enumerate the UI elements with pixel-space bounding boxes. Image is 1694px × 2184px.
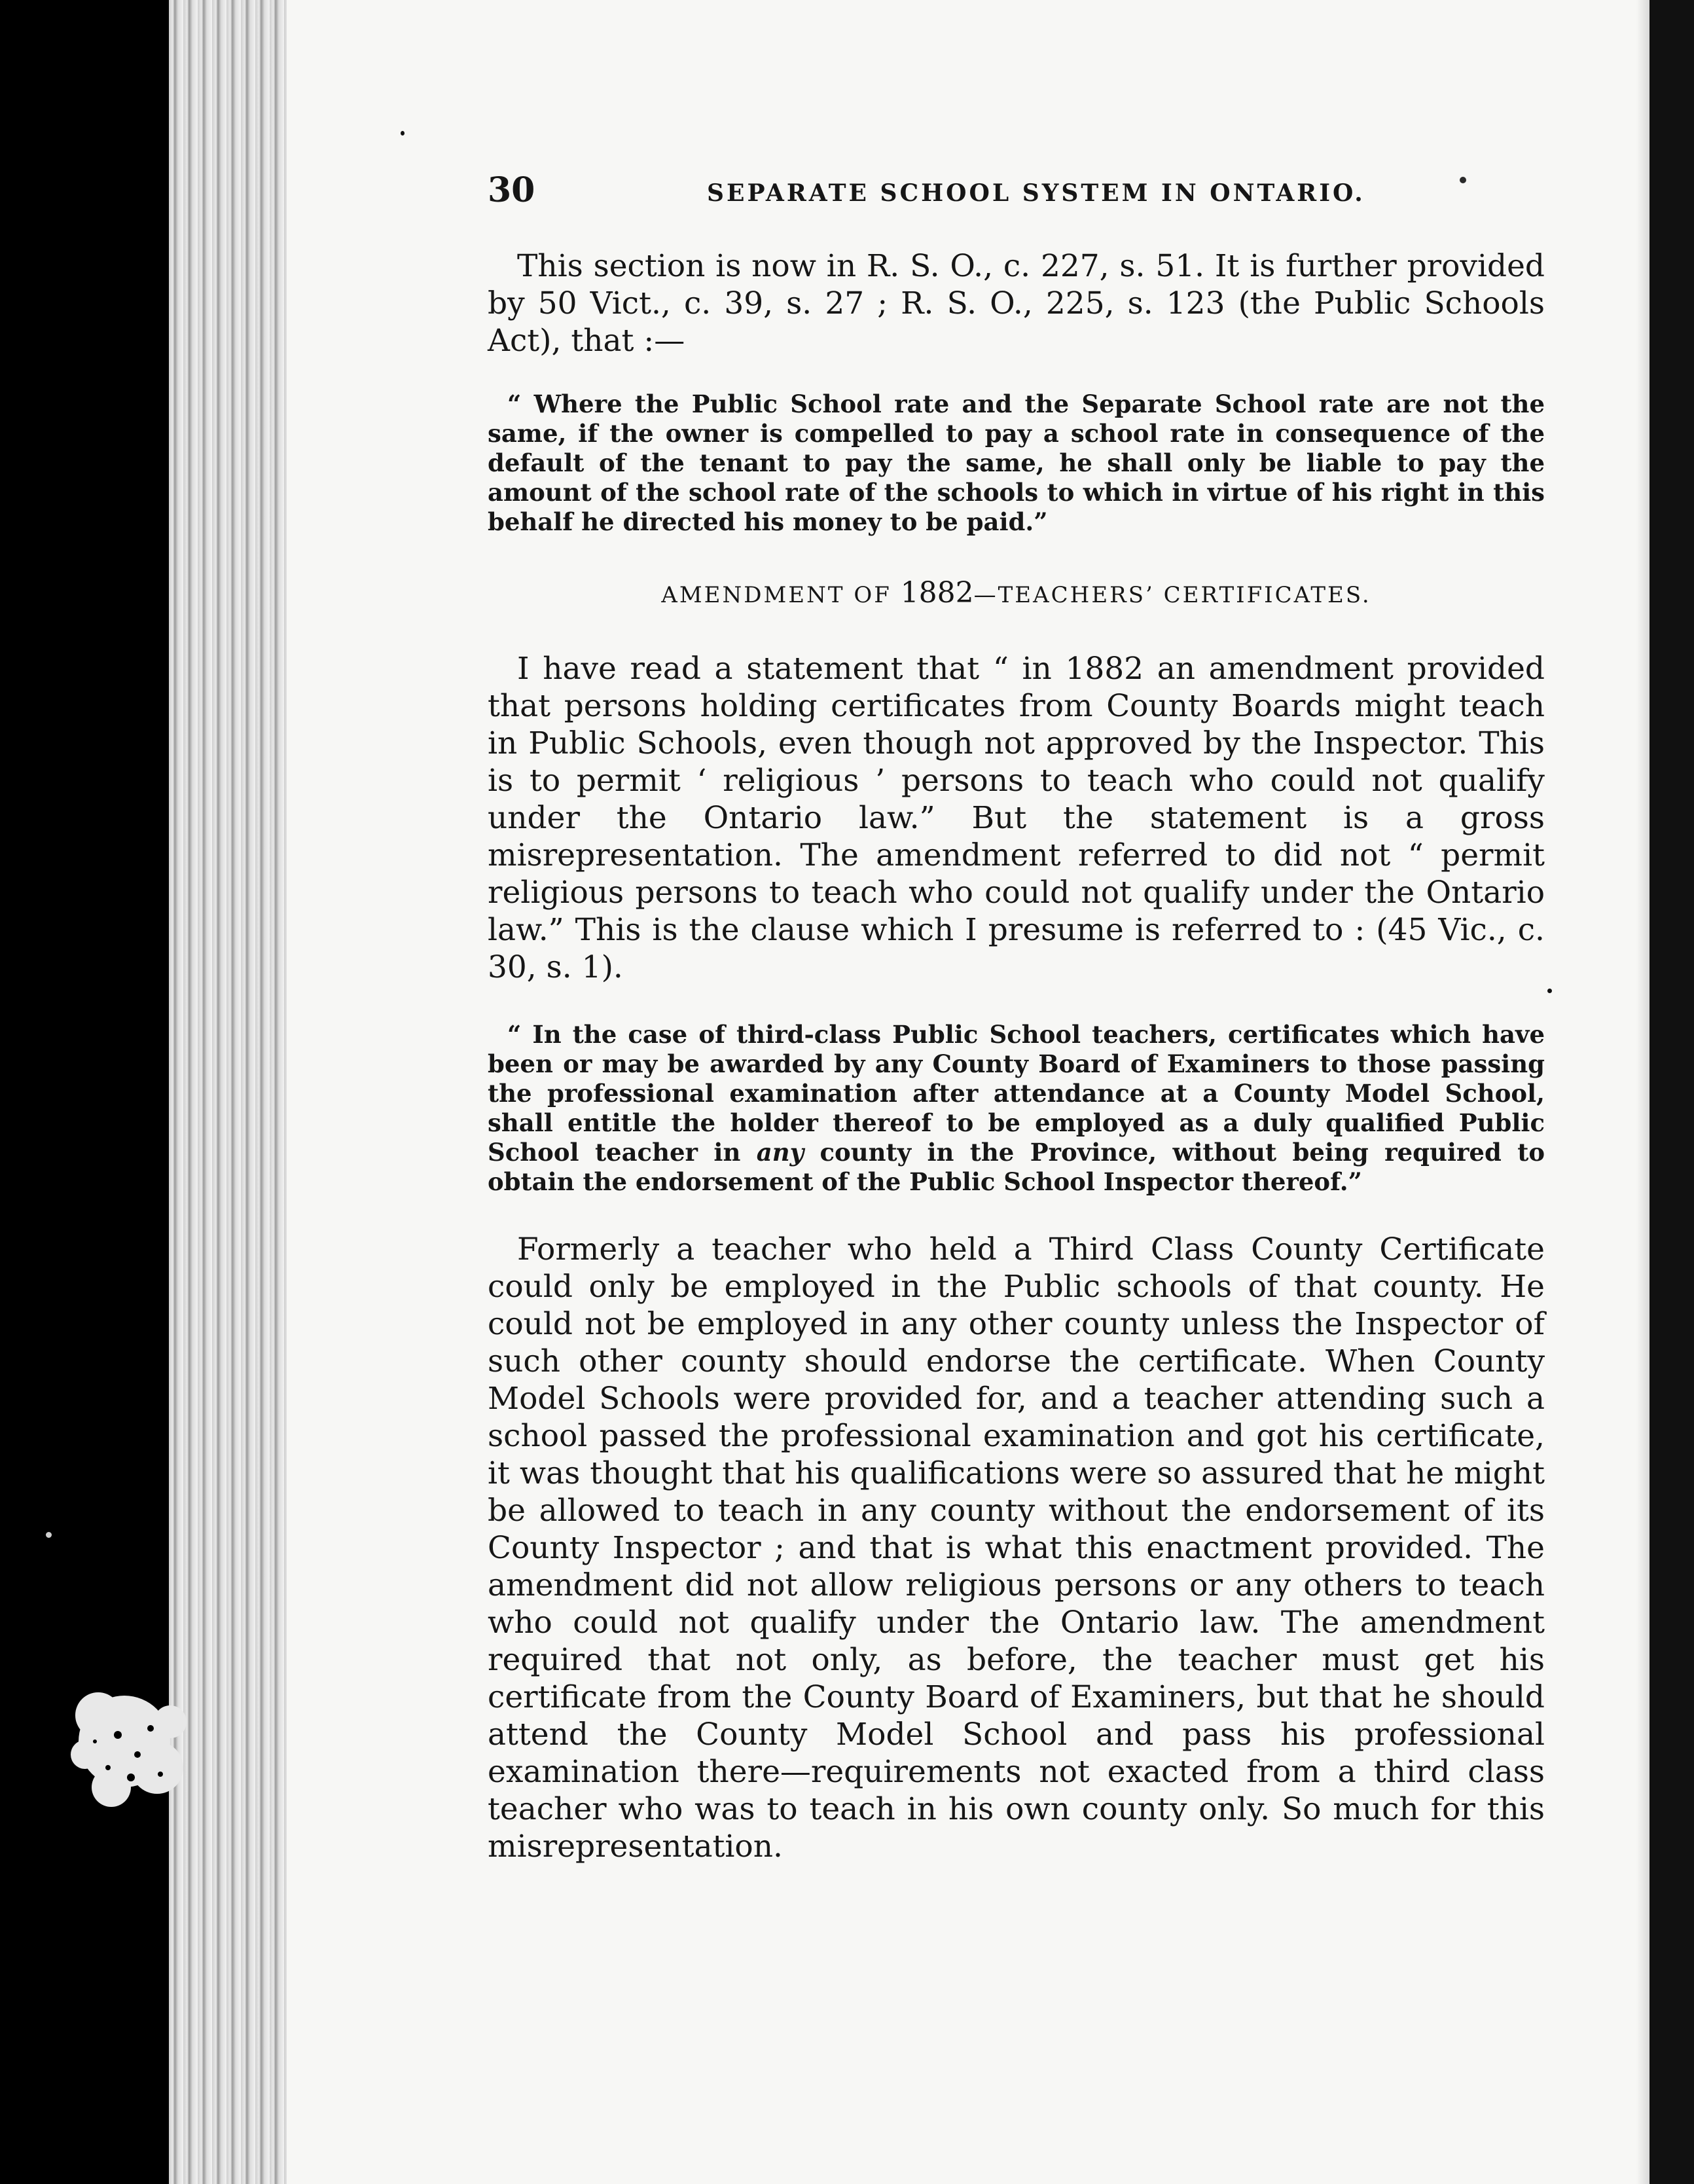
- section-heading-year: 1882: [900, 576, 974, 610]
- scan-speck: [46, 1532, 52, 1538]
- section-heading-suffix: —TEACHERS’ CERTIFICATES.: [973, 582, 1371, 608]
- paragraph-misrepresentation: I have read a statement that “ in 1882 an amendment provided that persons holding certificates from County Boards might teach in Public Schools, even though not approved by the Inspector. This is to permit ‘ religious ’ persons to teach who could not qualify under the Ontario law.” But the statement is a gross misrepresentation. The amendment referred to did not “ permit religious persons to teach who could not qualify under the Ontario law.” This is the clause which I presume is referred to : (45 Vic., c. 30, s. 1).: [488, 651, 1545, 985]
- scan-speck: [1547, 989, 1552, 993]
- quote-emphasis: any: [756, 1138, 804, 1167]
- scan-dust-blot: [46, 1643, 216, 1840]
- scan-speck: [401, 131, 405, 136]
- running-head: [488, 164, 1545, 223]
- section-heading-prefix: AMENDMENT OF: [661, 582, 901, 608]
- page-text: [488, 164, 1545, 1865]
- book-page-edges: [169, 0, 287, 2184]
- quote-school-rate: “ Where the Public School rate and the Separate School rate are not the same, if the owner is compelled to pay a school rate in consequence of the default of the tenant to pay the same, he shall only be liable to pay the amount of the school rate of the schools to which in virtue of his right in this behalf he directed his money to be paid.”: [488, 390, 1545, 536]
- paragraph-formerly: Formerly a teacher who held a Third Class County Certificate could only be employed in the Public schools of that county. He could not be employed in any other county unless the Inspector of such other county should endorse the certificate. When County Model Schools were provided for, and a teacher attending such a school passed the professional examination and got his certificate, it was thought that his qualifications were so assured that he might be allowed to teach in any county without the endorsement of its County Inspector ; and that is what this enactment provided. The amendment did not allow religious persons or any others to teach who could not qualify under the Ontario law. The amendment required that not only, as before, the teacher must get his certificate from the County Board of Examiners, but that he should attend the County Model School and pass his professional examination there—requirements not exacted from a third class teacher who was to teach in his own county only. So much for this misrepresentation.: [488, 1231, 1545, 1865]
- quote-text-start: “ In the case of third-class Public School teachers, certificates which have been or may be awarded by any County Board of Examiners to those passing the professional examination after attendance at a County Model School, shall entitle the holder thereof to be employed as a duly qualified Public School teacher in: [488, 1020, 1545, 1167]
- page-number: 30: [488, 170, 535, 210]
- quote-third-class-teachers: [488, 1020, 1545, 1197]
- running-title: SEPARATE SCHOOL SYSTEM IN ONTARIO.: [707, 179, 1365, 207]
- scan-border-right: [1649, 0, 1694, 2184]
- paragraph-statute-reference: This section is now in R. S. O., c. 227, s. 51. It is further provided by 50 Vict., c. 39, s. 27 ; R. S. O., 225, s. 123 (the Public Schools Act), that :—: [488, 248, 1545, 359]
- section-heading: [488, 576, 1545, 610]
- page-right-edge: [1636, 0, 1649, 2184]
- quote-text-end: county in the Province, without being required to obtain the endorsement of the Public School Inspector thereof.”: [488, 1138, 1545, 1196]
